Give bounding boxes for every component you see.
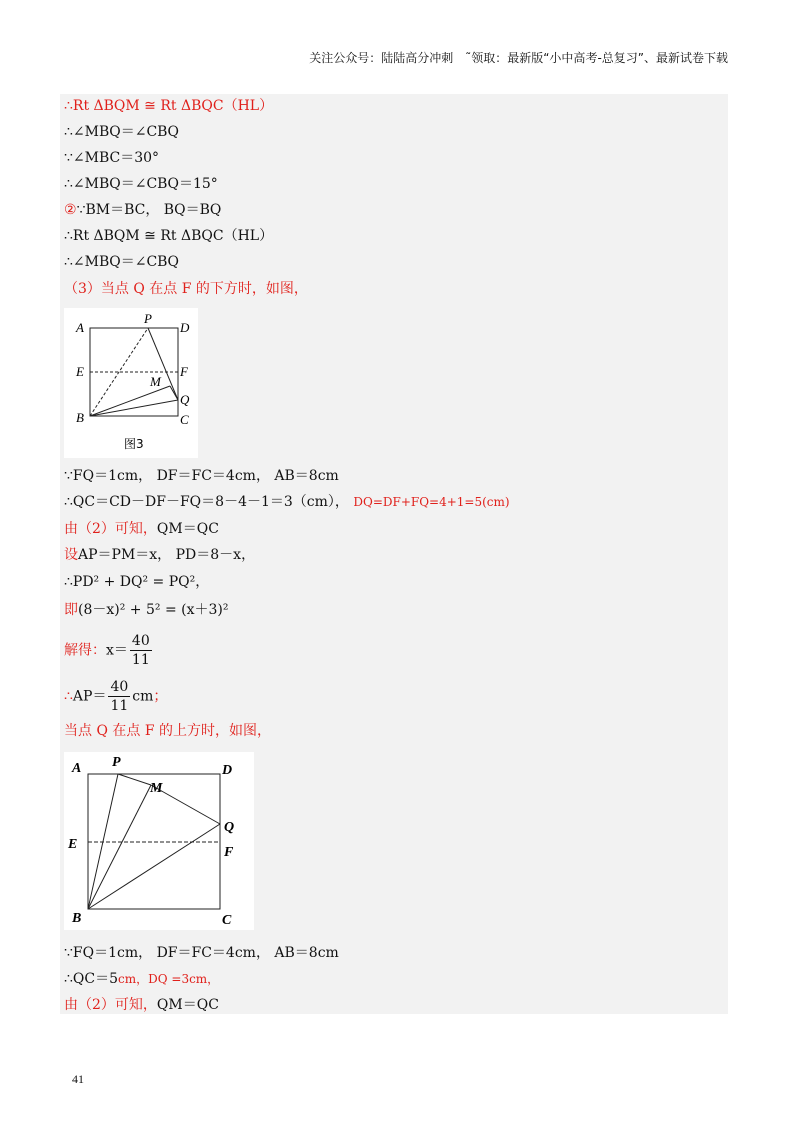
circled-two: ② bbox=[64, 202, 77, 218]
fraction: $\frac{40}{11}$ bbox=[131, 633, 150, 668]
label-D: D bbox=[180, 320, 190, 335]
line-5: ②∵BM＝BC， BQ＝BQ bbox=[64, 202, 222, 218]
label-D: D bbox=[222, 763, 233, 778]
page-number: 41 bbox=[72, 1072, 84, 1086]
label-C: C bbox=[180, 412, 189, 427]
line-9: ∵FQ＝1cm， DF＝FC＝4cm， AB＝8cm bbox=[64, 468, 339, 484]
line-14: 即(8－x)² + 5² = (x＋3)² bbox=[64, 602, 229, 618]
label-M: M bbox=[150, 374, 161, 389]
label-M: M bbox=[150, 781, 163, 796]
line-8: （3）当点 Q 在点 F 的下方时，如图， bbox=[64, 281, 308, 297]
label-P: P bbox=[144, 311, 152, 326]
label-E: E bbox=[76, 364, 84, 379]
line-20: 由（2）可知，QM＝QC bbox=[64, 997, 219, 1013]
figure-3-diagram bbox=[64, 308, 198, 458]
line-12: 设AP＝PM＝x， PD＝8－x， bbox=[64, 547, 256, 563]
page-header: 关注公众号：陆陆高分冲刺 ˜领取：最新版“小中高考-总复习”、最新试卷下载 bbox=[309, 51, 728, 65]
line-7: ∴∠MBQ＝∠CBQ bbox=[64, 254, 179, 270]
line-11: 由（2）可知，QM＝QC bbox=[64, 521, 219, 537]
line-18: ∵FQ＝1cm， DF＝FC＝4cm， AB＝8cm bbox=[64, 945, 339, 961]
line-13: ∴PD² + DQ² = PQ²， bbox=[64, 574, 210, 590]
figure-q-above-f bbox=[64, 752, 254, 930]
line-16: ∴AP＝ $\frac{40}{11}$ cm； bbox=[64, 679, 168, 714]
line-19: ∴QC＝5cm，DQ =3cm， bbox=[64, 971, 220, 987]
label-A: A bbox=[76, 320, 84, 335]
label-F: F bbox=[224, 845, 234, 860]
label-A: A bbox=[72, 761, 82, 776]
label-B: B bbox=[76, 410, 84, 425]
label-Q: Q bbox=[224, 820, 235, 835]
line-6: ∴Rt ΔBQM ≅ Rt ΔBQC（HL） bbox=[64, 228, 274, 244]
line-4: ∴∠MBQ＝∠CBQ＝15° bbox=[64, 176, 218, 192]
label-Q: Q bbox=[180, 392, 190, 407]
line-10: ∴QC＝CD－DF－FQ＝8－4－1＝3（cm）， DQ=DF+FQ=4+1=5(cm) bbox=[64, 494, 510, 510]
figure-q-above-f-diagram bbox=[64, 752, 254, 930]
label-F: F bbox=[180, 364, 188, 379]
line-15: 解得：x＝ $\frac{40}{11}$ bbox=[64, 633, 150, 668]
line-17: 当点 Q 在点 F 的上方时，如图， bbox=[64, 723, 271, 739]
figure-caption: 图3 bbox=[124, 437, 144, 451]
label-B: B bbox=[72, 911, 82, 926]
label-E: E bbox=[68, 837, 78, 852]
fraction: $\frac{40}{11}$ bbox=[110, 679, 129, 714]
line-3: ∵∠MBC＝30° bbox=[64, 150, 160, 166]
label-P: P bbox=[112, 755, 121, 770]
line-2: ∴∠MBQ＝∠CBQ bbox=[64, 124, 179, 140]
figure-3 bbox=[64, 308, 198, 458]
label-C: C bbox=[222, 913, 232, 928]
line-1: ∴Rt ΔBQM ≅ Rt ΔBQC（HL） bbox=[64, 98, 274, 114]
